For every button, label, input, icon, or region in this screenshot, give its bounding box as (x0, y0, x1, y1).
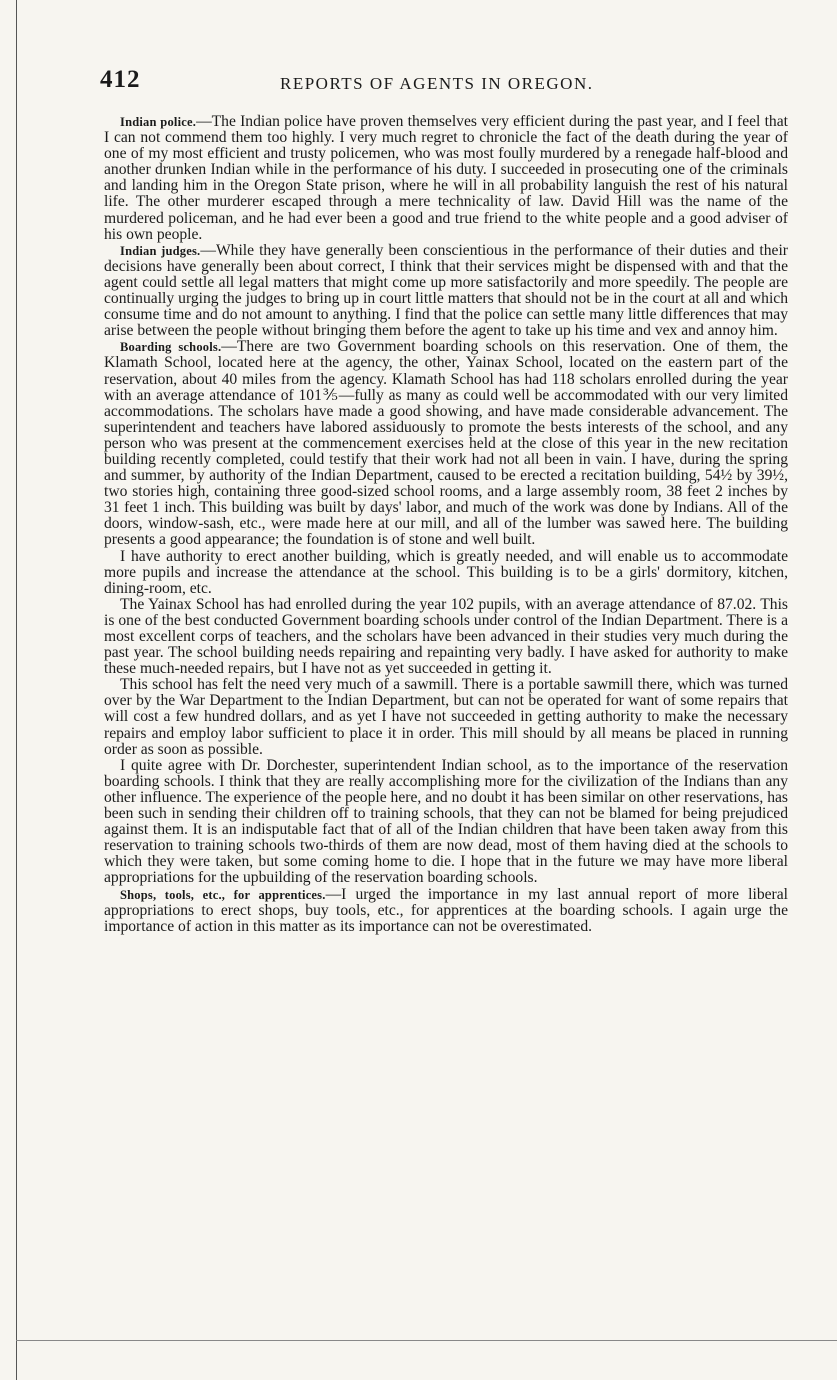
paragraph-text: —I urged the importance in my last annual report of more liberal appropriations to erect shops, buy tools, etc., for apprentices at the boarding schools. I again urge the importance of action in this matter as its importance can not be overestimated. (104, 885, 788, 935)
run-in-heading: Indian police. (120, 115, 197, 129)
run-in-heading: Indian judges. (120, 243, 201, 258)
paragraph-text: —While they have generally been conscientious in the performance of their duties and their decisions have generally been about correct, I think that their services might be dispensed with and that the agent could settle all legal matters that might come up more satisfactorily and more speedily. The people are continually urging the judges to bring up in court little matters that should not be in the court at all and which consume time and do not amount to anything. I find that the police can settle many little differences that may arise between the people without bringing them before the agent to take up his time and vex and annoy him. (104, 241, 788, 340)
run-in-heading: Shops, tools, etc., for apprentices. (120, 887, 326, 902)
page-header (100, 66, 790, 96)
paragraph-text: —There are two Government boarding schools on this reservation. One of them, the Klamath School, located here at the agency, the other, Yainax School, located on the eastern part of the reservation, about 40 miles from the agency. Klamath School has had 118 scholars enrolled during the year with an average attendance of 101⅗—fully as many as could well be accommodated with our very limited accommodations. The scholars have made a good showing, and have made considerable advancement. The superintendent and teachers have labored assiduously to promote the bests interests of the school, and any person who was present at the commencement exercises held at the close of this year in the new recitation building recently completed, could testify that their work had not all been in vain. I have, during the spring and summer, by authority of the Indian Department, caused to be erected a recitation building, 54½ by 39½, two stories high, containing three good-sized school rooms, and a large assembly room, 38 feet 2 inches by 31 feet 1 inch. This building was built by days' labor, and much of the work was done by Indians. All of the doors, window-sash, etc., were made here at our mill, and all of the lumber was sawed here. The building presents a good appearance; the foundation is of stone and well built. (104, 338, 788, 549)
paragraph-sawmill (104, 677, 788, 757)
run-in-heading: Boarding schools. (120, 340, 222, 355)
paragraph-text: I quite agree with Dr. Dorchester, superintendent Indian school, as to the importance of the reservation boarding schools. I think that they are really accomplishing more for the civilization of the Indians than any other influence. The experience of the people here, and no doubt it has been similar on other reservations, has been such in sending their children off to training schools, that they can not be blamed for being prejudiced against them. It is an indisputable fact that of all of the Indian children that have been taken away from this reservation to training schools two-thirds of them are now dead, most of them having died at the schools to which they were taken, but some coming home to die. I hope that in the future we may have more liberal appropriations for the upbuilding of the reservation boarding schools. (104, 756, 788, 887)
paragraph-boarding-schools (104, 339, 788, 548)
running-head: REPORTS OF AGENTS IN OREGON. (280, 74, 594, 93)
page-bottom-edge (16, 1340, 837, 1341)
page-number: 412 (100, 66, 141, 93)
paragraph-text: This school has felt the need very much of a sawmill. There is a portable sawmill there, which was turned over by the War Department to the Indian Department, but can not be operated for want of some repairs that will cost a few hundred dollars, and as yet I have not succeeded in getting authority to make the necessary repairs and employ labor sufficient to place it in order. This mill should by all means be placed in running order as soon as possible. (104, 676, 788, 758)
report-body (104, 114, 788, 935)
page-left-edge (16, 0, 17, 1380)
paragraph-indian-judges (104, 243, 788, 340)
paragraph-indian-police (104, 114, 788, 243)
paragraph-dorchester (104, 758, 788, 887)
paragraph-shops-tools (104, 887, 788, 935)
paragraph-text: —The Indian police have proven themselves very efficient during the past year, and I feel that I can not commend them too highly. I very much regret to chronicle the fact of the death during the year of one of my most efficient and trusty policemen, who was most foully murdered by a renegade half-blood and another drunken Indian while in the performance of his duty. I succeeded in prosecuting one of the criminals and landing him in the Oregon State prison, where he will in all probability languish the rest of his natural life. The other murderer escaped through a mere technicality of law. David Hill was the name of the murdered policeman, and he had ever been a good and true friend to the white people and a good adviser of his own people. (104, 113, 788, 243)
paragraph-new-building (104, 549, 788, 597)
paragraph-text: I have authority to erect another building, which is greatly needed, and will enable us to accommodate more pupils and increase the attendance at the school. This building is to be a girls' dormitory, kitchen, dining-room, etc. (104, 547, 788, 597)
paragraph-text: The Yainax School has had enrolled during the year 102 pupils, with an average attendance of 87.02. This is one of the best conducted Government boarding schools under control of the Indian Department. There is a most excellent corps of teachers, and the scholars have been advanced in their studies very much during the past year. The school building needs repairing and repainting very badly. I have asked for authority to make these much-needed repairs, but I have not as yet succeeded in getting it. (104, 595, 788, 678)
paragraph-yainax-school (104, 597, 788, 677)
